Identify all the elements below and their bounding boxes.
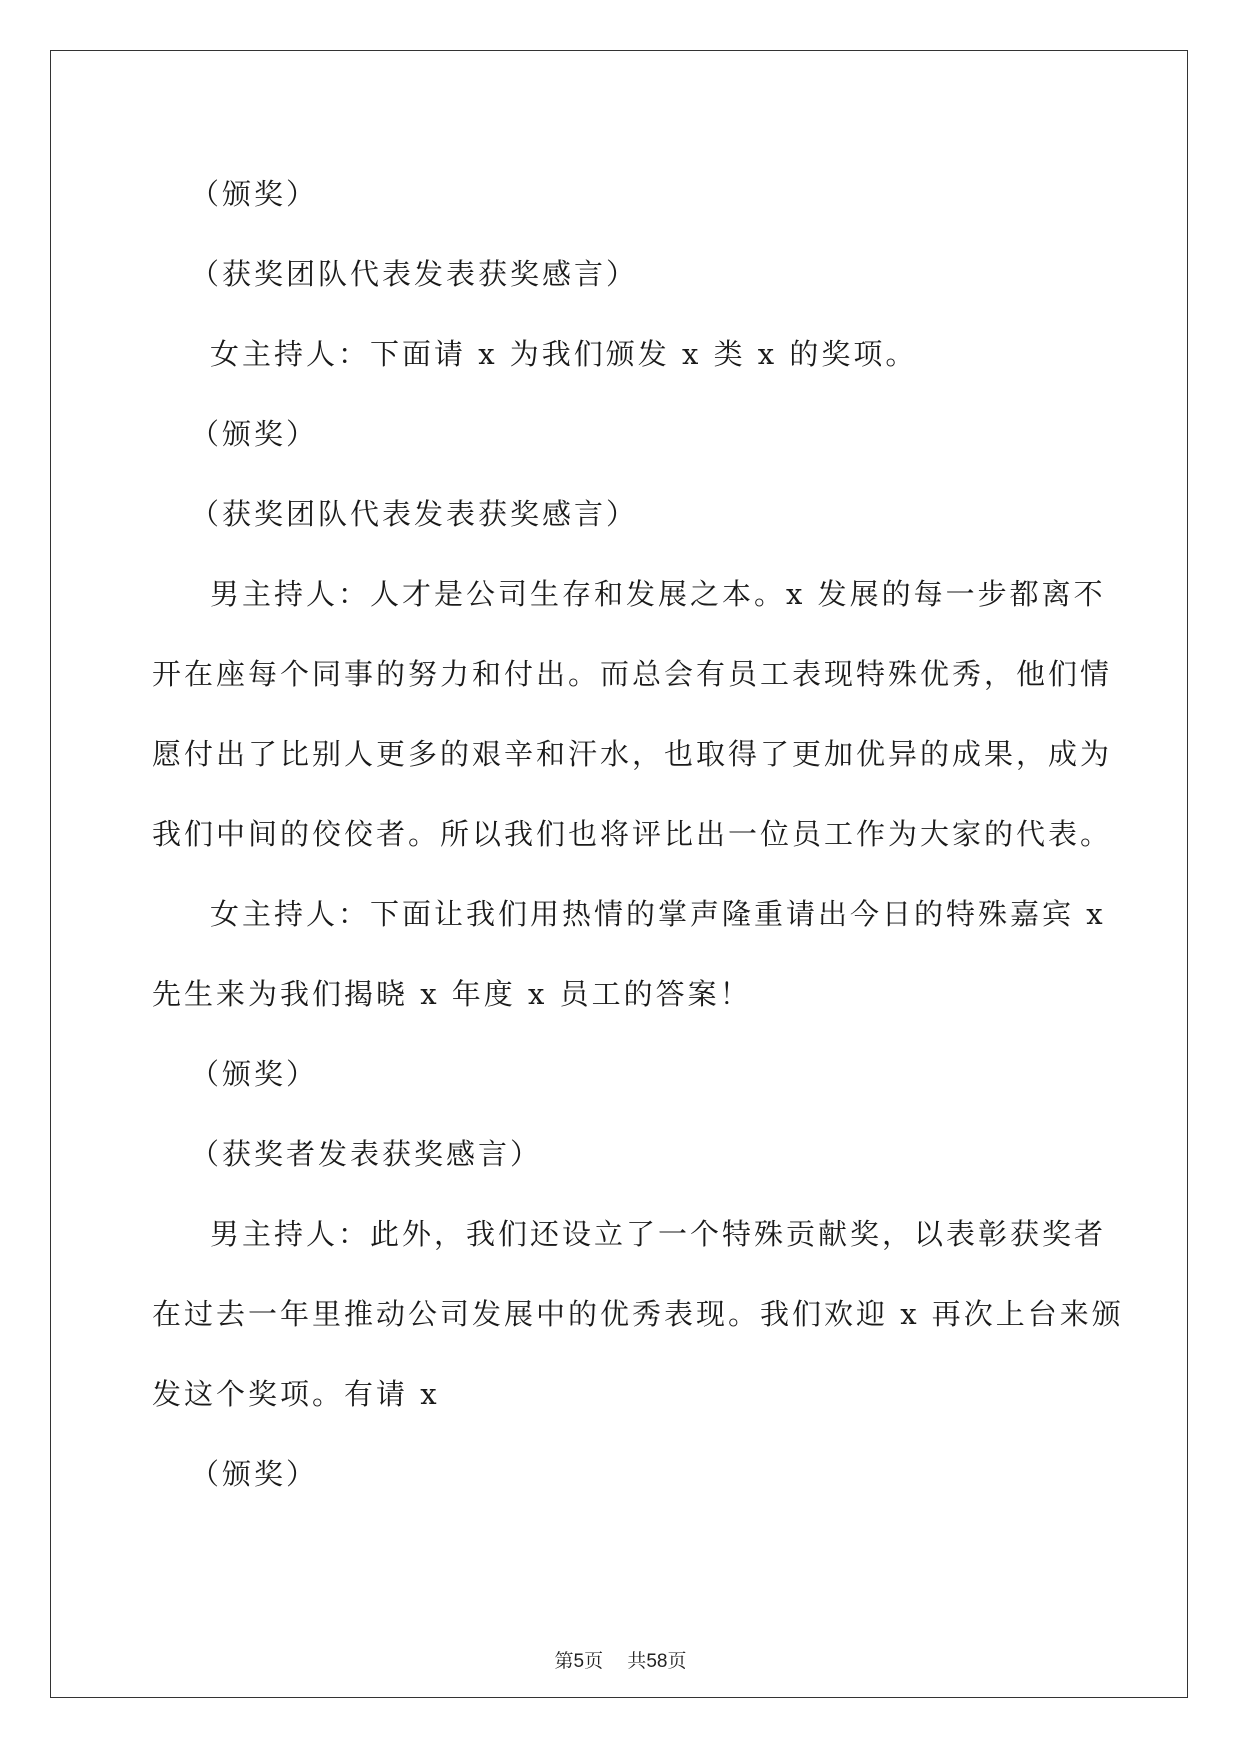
paragraph-line: （颁奖） <box>190 1457 319 1491</box>
total-suffix: 页 <box>667 1650 687 1672</box>
paragraph-line: 男主持人：人才是公司生存和发展之本。x 发展的每一步都离不 <box>210 577 1106 611</box>
paragraph-line: （获奖团队代表发表获奖感言） <box>190 497 639 531</box>
total-pages: 58 <box>646 1651 668 1672</box>
page-prefix: 第 <box>554 1650 574 1672</box>
paragraph-line: 发这个奖项。有请 x <box>152 1377 440 1411</box>
paragraph-line: 在过去一年里推动公司发展中的优秀表现。我们欢迎 x 再次上台来颁 <box>152 1297 1124 1331</box>
paragraph-line: 女主持人：下面让我们用热情的掌声隆重请出今日的特殊嘉宾 x <box>210 897 1106 931</box>
paragraph-line: 先生来为我们揭晓 x 年度 x 员工的答案！ <box>152 977 752 1011</box>
paragraph-line: （获奖者发表获奖感言） <box>190 1137 543 1171</box>
total-prefix: 共 <box>627 1650 647 1672</box>
paragraph-line: 我们中间的佼佼者。所以我们也将评比出一位员工作为大家的代表。 <box>152 817 1113 851</box>
document-body <box>152 154 1124 1514</box>
paragraph-line: （获奖团队代表发表获奖感言） <box>190 257 639 291</box>
page-number: 5 <box>573 1651 585 1672</box>
paragraph-line: 愿付出了比别人更多的艰辛和汗水，也取得了更加优异的成果，成为 <box>152 737 1113 771</box>
paragraph-line: （颁奖） <box>190 1057 319 1091</box>
page-footer <box>0 1646 1241 1673</box>
page-suffix: 页 <box>584 1650 604 1672</box>
paragraph-line: 男主持人：此外，我们还设立了一个特殊贡献奖，以表彰获奖者 <box>210 1217 1107 1251</box>
paragraph-line: 女主持人：下面请 x 为我们颁发 x 类 x 的奖项。 <box>210 337 918 371</box>
paragraph-line: 开在座每个同事的努力和付出。而总会有员工表现特殊优秀，他们情 <box>152 657 1113 691</box>
paragraph-line: （颁奖） <box>190 177 319 211</box>
paragraph-line: （颁奖） <box>190 417 319 451</box>
